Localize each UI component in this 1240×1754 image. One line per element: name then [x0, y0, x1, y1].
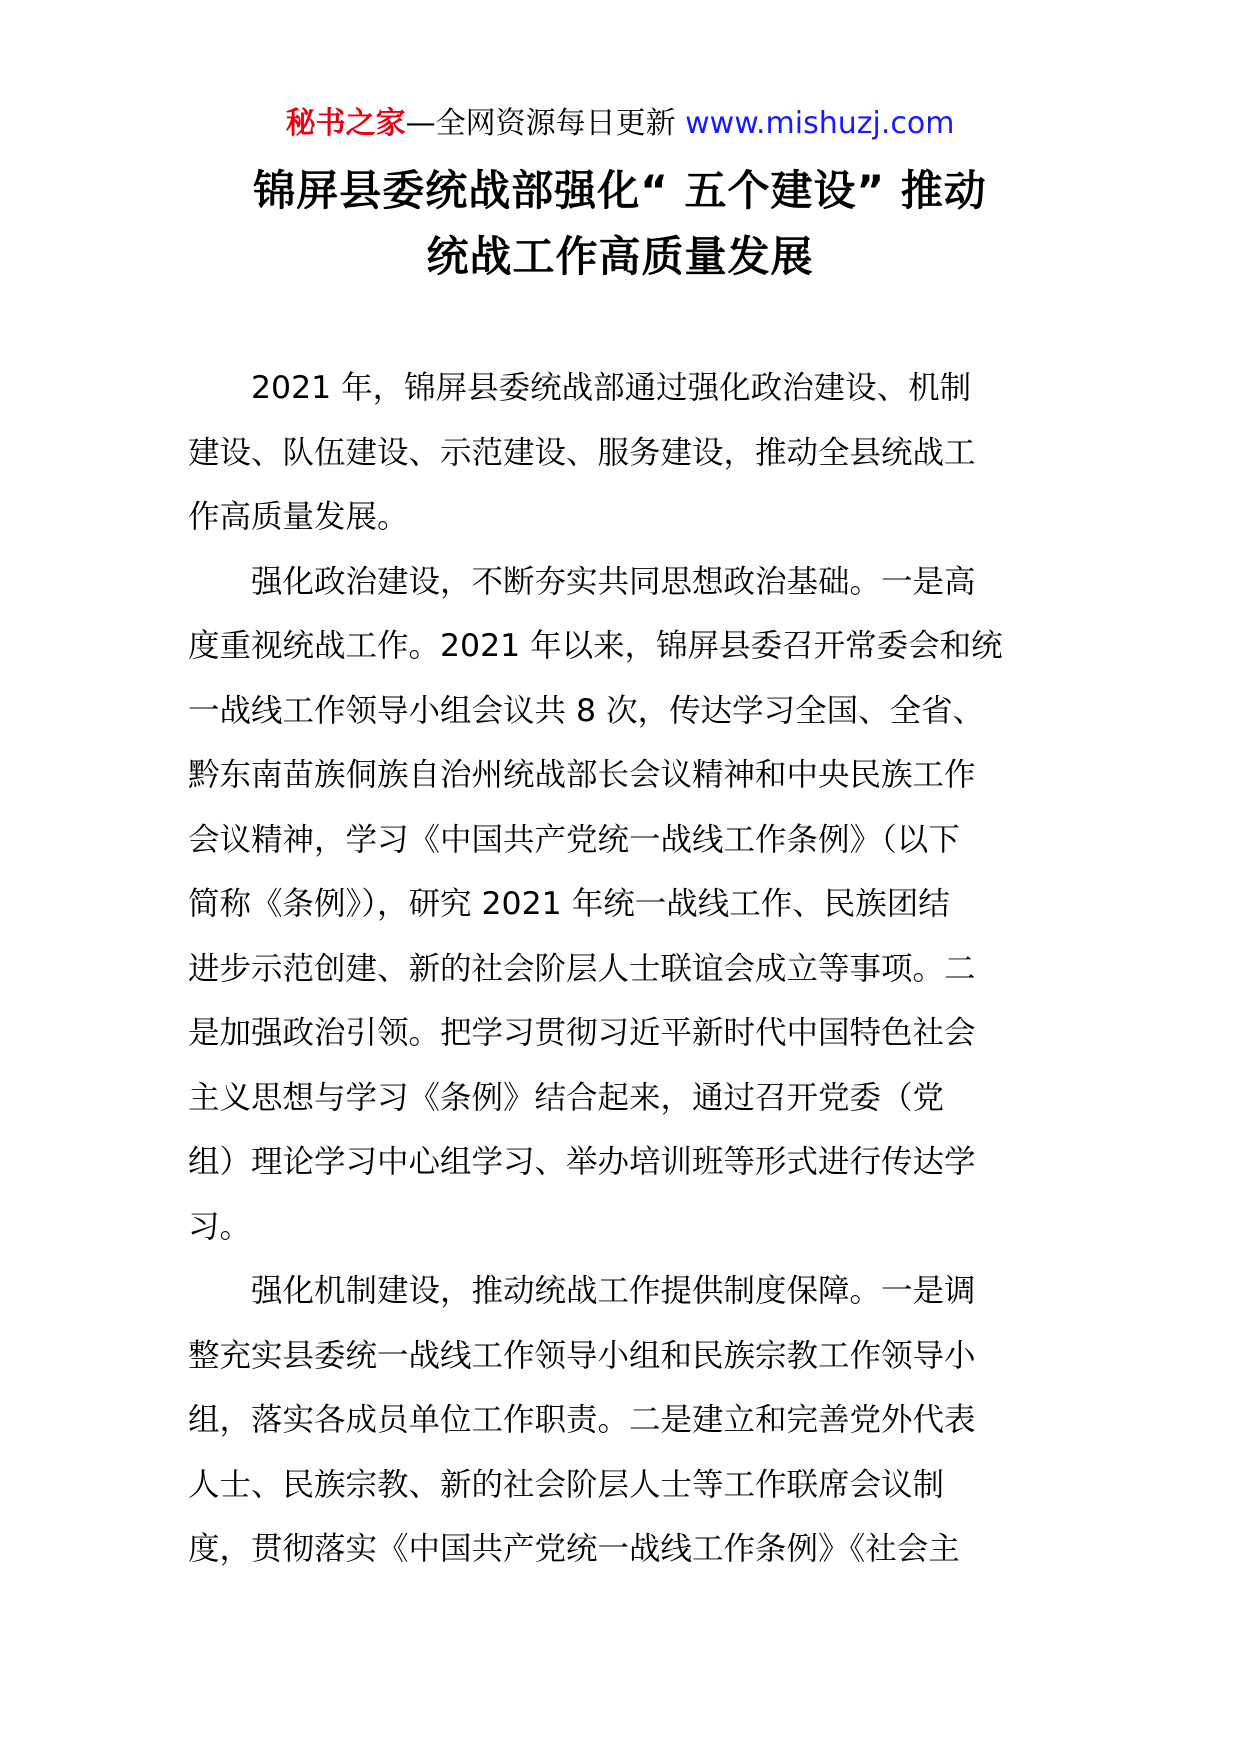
paragraph-line: 强化机制建设，推动统战工作提供制度保障。一是调 [251, 1273, 976, 1309]
paragraph-line: 作高质量发展。 [188, 499, 409, 535]
paragraph-line: 强化政治建设，不断夯实共同思想政治基础。一是高 [251, 563, 976, 600]
paragraph-line: 2021 年，锦屏县委统战部通过强化政治建设、机制 [251, 370, 972, 406]
paragraph-line: 黔东南苗族侗族自治州统战部长会议精神和中央民族工作 [188, 757, 976, 793]
site-header [0, 102, 1240, 146]
paragraph-line: 整充实县委统一战线工作领导小组和民族宗教工作领导小 [188, 1337, 976, 1374]
document-title [150, 158, 1090, 290]
paragraph-line: 主义思想与学习《条例》结合起来，通过召开党委（党 [188, 1079, 945, 1116]
site-url-link[interactable]: www.mishuzj.com [685, 106, 955, 141]
brand-name: 秘书之家 [285, 106, 406, 141]
paragraph-line: 组）理论学习中心组学习、举办培训班等形式进行传达学 [188, 1144, 976, 1180]
header-tagline: —全网资源每日更新 [405, 106, 686, 141]
paragraph-line: 度，贯彻落实《中国共产党统一战线工作条例》《社会主 [188, 1531, 960, 1567]
paragraph-line: 人士、民族宗教、新的社会阶层人士等工作联席会议制 [188, 1466, 945, 1503]
paragraph-line: 习。 [188, 1208, 252, 1245]
paragraph-intro [188, 356, 1058, 550]
paragraph-mechanism-building [188, 1259, 1058, 1582]
paragraph-line: 度重视统战工作。2021 年以来，锦屏县委召开常委会和统 [188, 628, 1003, 664]
paragraph-line: 建设、队伍建设、示范建设、服务建设，推动全县统战工 [188, 434, 976, 471]
paragraph-line: 简称《条例》），研究 2021 年统一战线工作、民族团结 [188, 886, 950, 922]
paragraph-line: 是加强政治引领。把学习贯彻习近平新时代中国特色社会 [188, 1015, 976, 1051]
paragraph-line: 一战线工作领导小组会议共 8 次，传达学习全国、全省、 [188, 692, 985, 729]
paragraph-political-building [188, 550, 1058, 1260]
paragraph-line: 组，落实各成员单位工作职责。二是建立和完善党外代表 [188, 1402, 976, 1438]
document-body [188, 356, 1058, 1582]
paragraph-line: 进步示范创建、新的社会阶层人士联谊会成立等事项。二 [188, 950, 976, 987]
title-line-2: 统战工作高质量发展 [426, 232, 814, 281]
paragraph-line: 会议精神，学习《中国共产党统一战线工作条例》（以下 [188, 821, 960, 858]
title-line-1: 锦屏县委统战部强化“ 五个建设” 推动 [253, 166, 987, 215]
